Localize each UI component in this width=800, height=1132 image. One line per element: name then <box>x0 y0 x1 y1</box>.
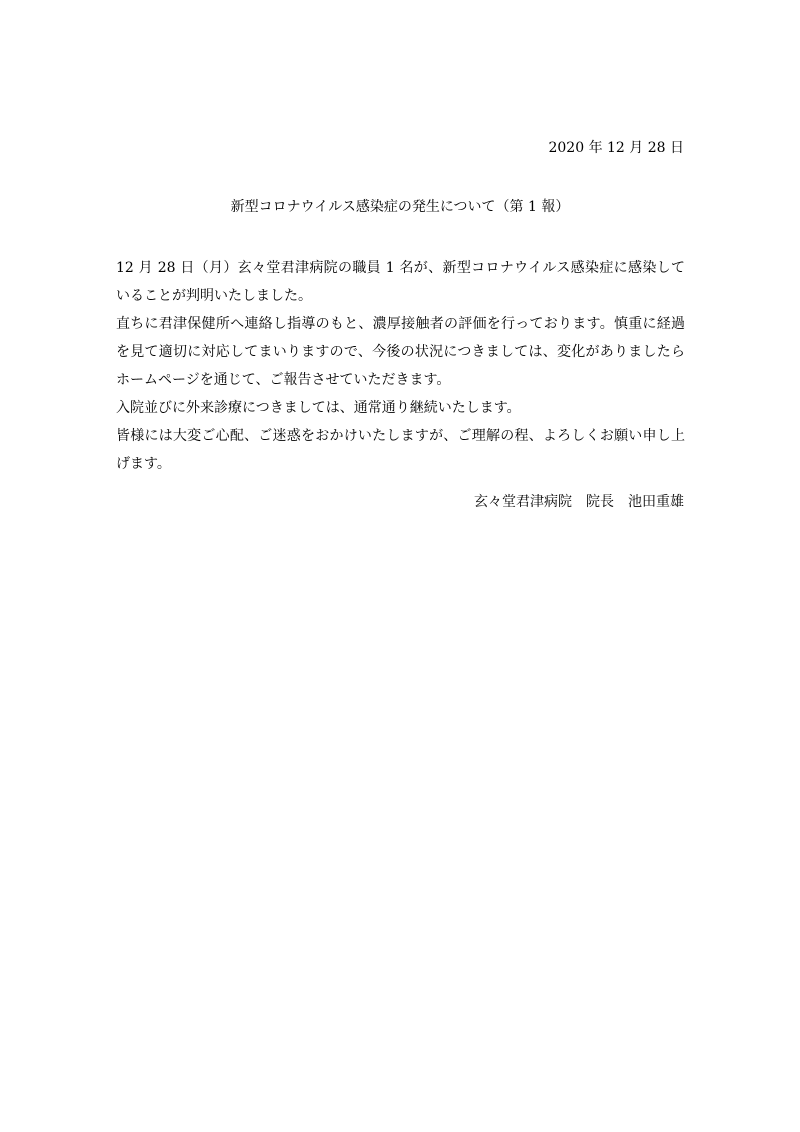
paragraph-outpatient-service: 入院並びに外来診療につきましては、通常通り継続いたします。 <box>116 400 521 416</box>
document-body <box>116 254 685 478</box>
document-title: 新型コロナウイルス感染症の発生について（第 1 報） <box>230 199 570 215</box>
paragraph-response-measures: 直ちに君津保健所へ連絡し指導のもと、濃厚接触者の評価を行っております。慎重に経過を見て適切に対応してまいりますので、今後の状況につきましては、変化がありましたらホームページを通じて、ご報告させていただきます。 <box>116 316 685 388</box>
paragraph-infection-confirmed: 12 月 28 日（月）玄々堂君津病院の職員 1 名が、新型コロナウイルス感染症に感染していることが判明いたしました。 <box>116 260 685 304</box>
document-date: 2020 年 12 月 28 日 <box>548 140 684 156</box>
paragraph-apology: 皆様には大変ご心配、ご迷惑をおかけいたしますが、ご理解の程、よろしくお願い申し上げます。 <box>116 428 685 472</box>
document-signature: 玄々堂君津病院 院長 池田重雄 <box>474 494 684 510</box>
